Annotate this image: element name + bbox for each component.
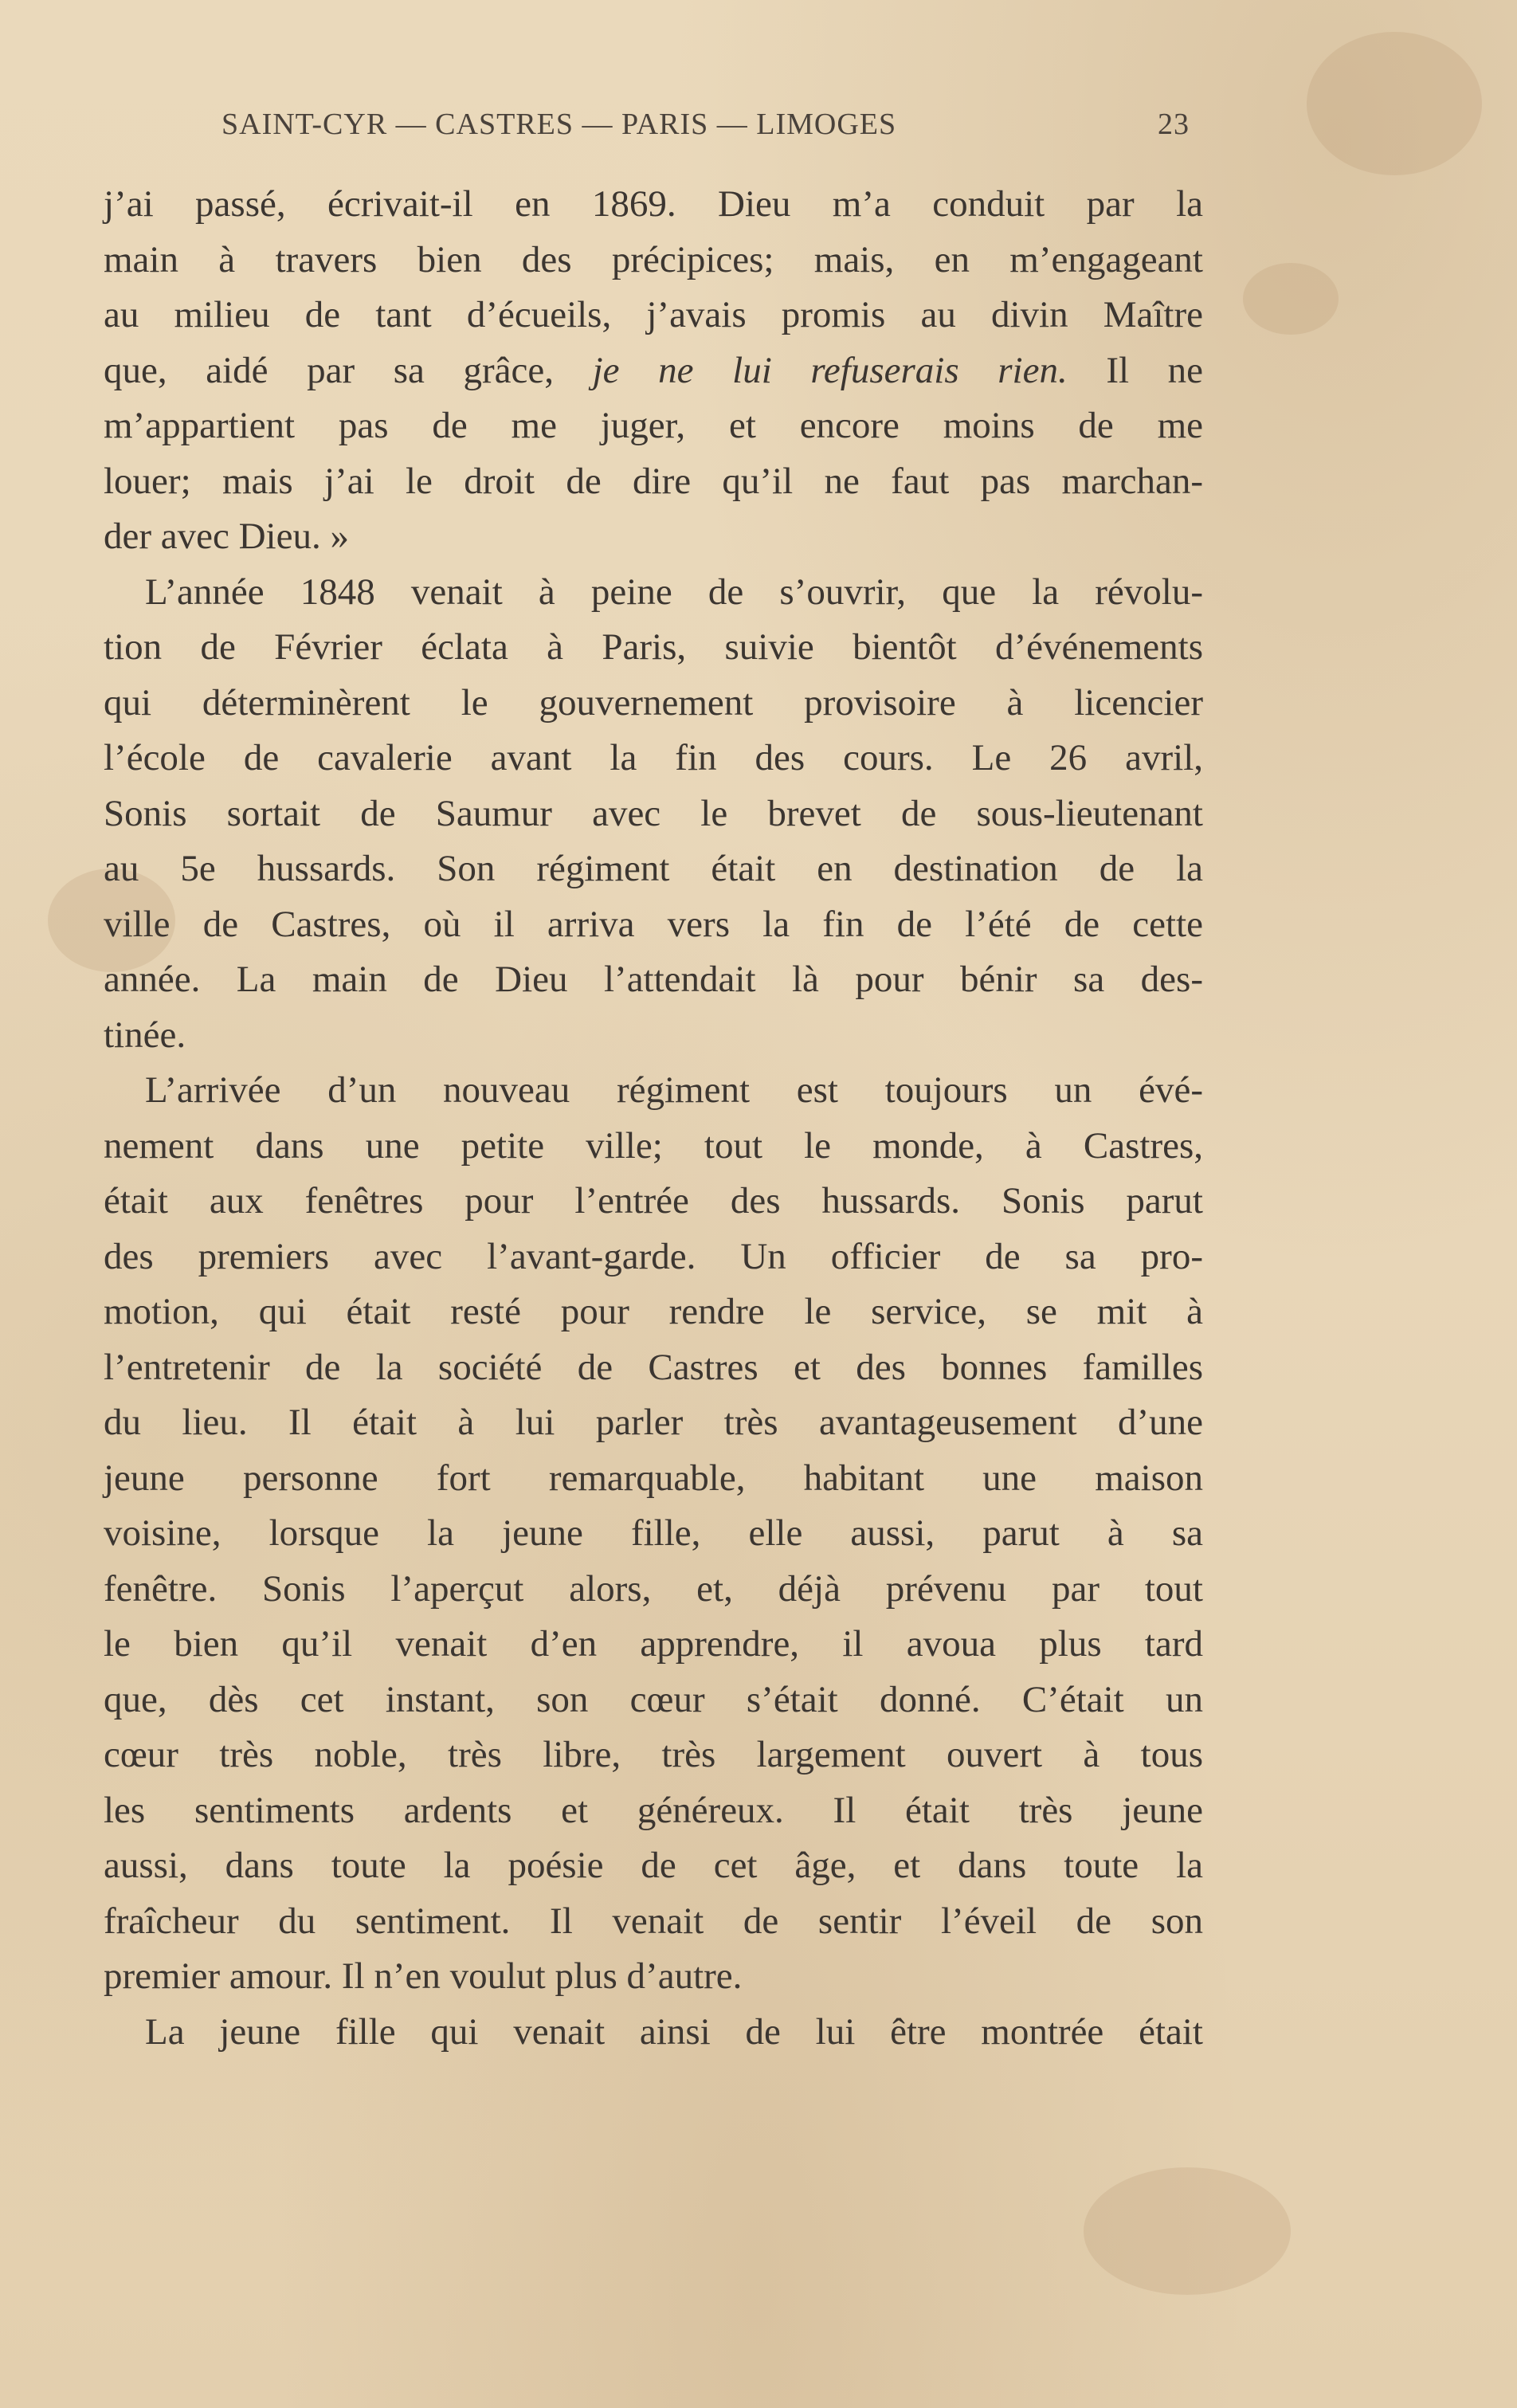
paragraph-end-line: tinée. <box>104 1014 186 1056</box>
text-line: les sentiments ardents et généreux. Il était très jeune <box>104 1789 1203 1831</box>
text-line: l’entretenir de la société de Castres et des bonnes familles <box>104 1346 1203 1388</box>
text-line: aussi, dans toute la poésie de cet âge, et dans toute la <box>104 1845 1203 1886</box>
paragraph-end-line: premier amour. Il n’en voulut plus d’autre. <box>104 1955 743 1997</box>
text-line: année. La main de Dieu l’attendait là pour bénir sa des- <box>104 959 1203 1000</box>
text-line: du lieu. Il était à lui parler très avantageusement d’une <box>104 1402 1203 1443</box>
text-line: que, dès cet instant, son cœur s’était donné. C’était un <box>104 1678 1203 1720</box>
text-line: qui déterminèrent le gouvernement provisoire à licencier <box>104 681 1203 724</box>
running-title: SAINT-CYR — CASTRES — PARIS — LIMOGES <box>221 108 897 141</box>
text-line: l’école de cavalerie avant la fin des cours. Le 26 avril, <box>104 737 1203 778</box>
paragraph-start-line: La jeune fille qui venait ainsi de lui être montrée était <box>145 2010 1203 2053</box>
paragraph-start-line: L’année 1848 venait à peine de s’ouvrir, que la révolu- <box>145 571 1203 613</box>
text-line: cœur très noble, très libre, très largement ouvert à tous <box>104 1734 1203 1775</box>
text-line: motion, qui était resté pour rendre le service, se mit à <box>104 1291 1203 1332</box>
text-line: ville de Castres, où il arriva vers la fin de l’été de cette <box>104 903 1203 945</box>
text-line: Sonis sortait de Saumur avec le brevet de sous-lieutenant <box>104 792 1203 834</box>
text-line: m’appartient pas de me juger, et encore moins de me <box>104 405 1203 446</box>
running-head <box>221 107 1190 155</box>
text-line: au 5e hussards. Son régiment était en destination de la <box>104 848 1203 889</box>
text-line: le bien qu’il venait d’en apprendre, il avoua plus tard <box>104 1623 1203 1665</box>
text-line: fraîcheur du sentiment. Il venait de sentir l’éveil de son <box>104 1900 1203 1942</box>
text-line <box>104 343 1203 399</box>
paragraph-end-line: der avec Dieu. » <box>104 516 349 557</box>
text-line: main à travers bien des précipices; mais, en m’engageant <box>104 238 1203 280</box>
text-line: tion de Février éclata à Paris, suivie bientôt d’événements <box>104 626 1203 668</box>
paper-stain <box>1243 263 1339 335</box>
text-line: était aux fenêtres pour l’entrée des hussards. Sonis parut <box>104 1180 1203 1222</box>
text-segment: Il ne <box>1106 349 1204 391</box>
italic-quote: je ne lui refuserais rien. <box>592 349 1068 391</box>
text-line: j’ai passé, écrivait-il en 1869. Dieu m’a conduit par la <box>104 183 1203 225</box>
page-number: 23 <box>1158 108 1190 141</box>
text-line: fenêtre. Sonis l’aperçut alors, et, déjà prévenu par tout <box>104 1567 1203 1610</box>
text-line: au milieu de tant d’écueils, j’avais promis au divin Maître <box>104 294 1203 335</box>
text-line: voisine, lorsque la jeune fille, elle aussi, parut à sa <box>104 1512 1203 1554</box>
text-line: des premiers avec l’avant-garde. Un officier de sa pro- <box>104 1235 1203 1277</box>
text-segment: que, aidé par sa grâce, <box>104 349 554 391</box>
text-line: louer; mais j’ai le droit de dire qu’il ne faut pas marchan- <box>104 460 1203 502</box>
text-line: nement dans une petite ville; tout le monde, à Castres, <box>104 1124 1203 1167</box>
text-line: jeune personne fort remarquable, habitant une maison <box>104 1457 1203 1499</box>
paper-stain <box>1307 32 1482 175</box>
paper-stain <box>1084 2167 1291 2295</box>
paragraph-start-line: L’arrivée d’un nouveau régiment est toujours un évé- <box>145 1069 1203 1111</box>
body-text <box>104 177 1203 2060</box>
